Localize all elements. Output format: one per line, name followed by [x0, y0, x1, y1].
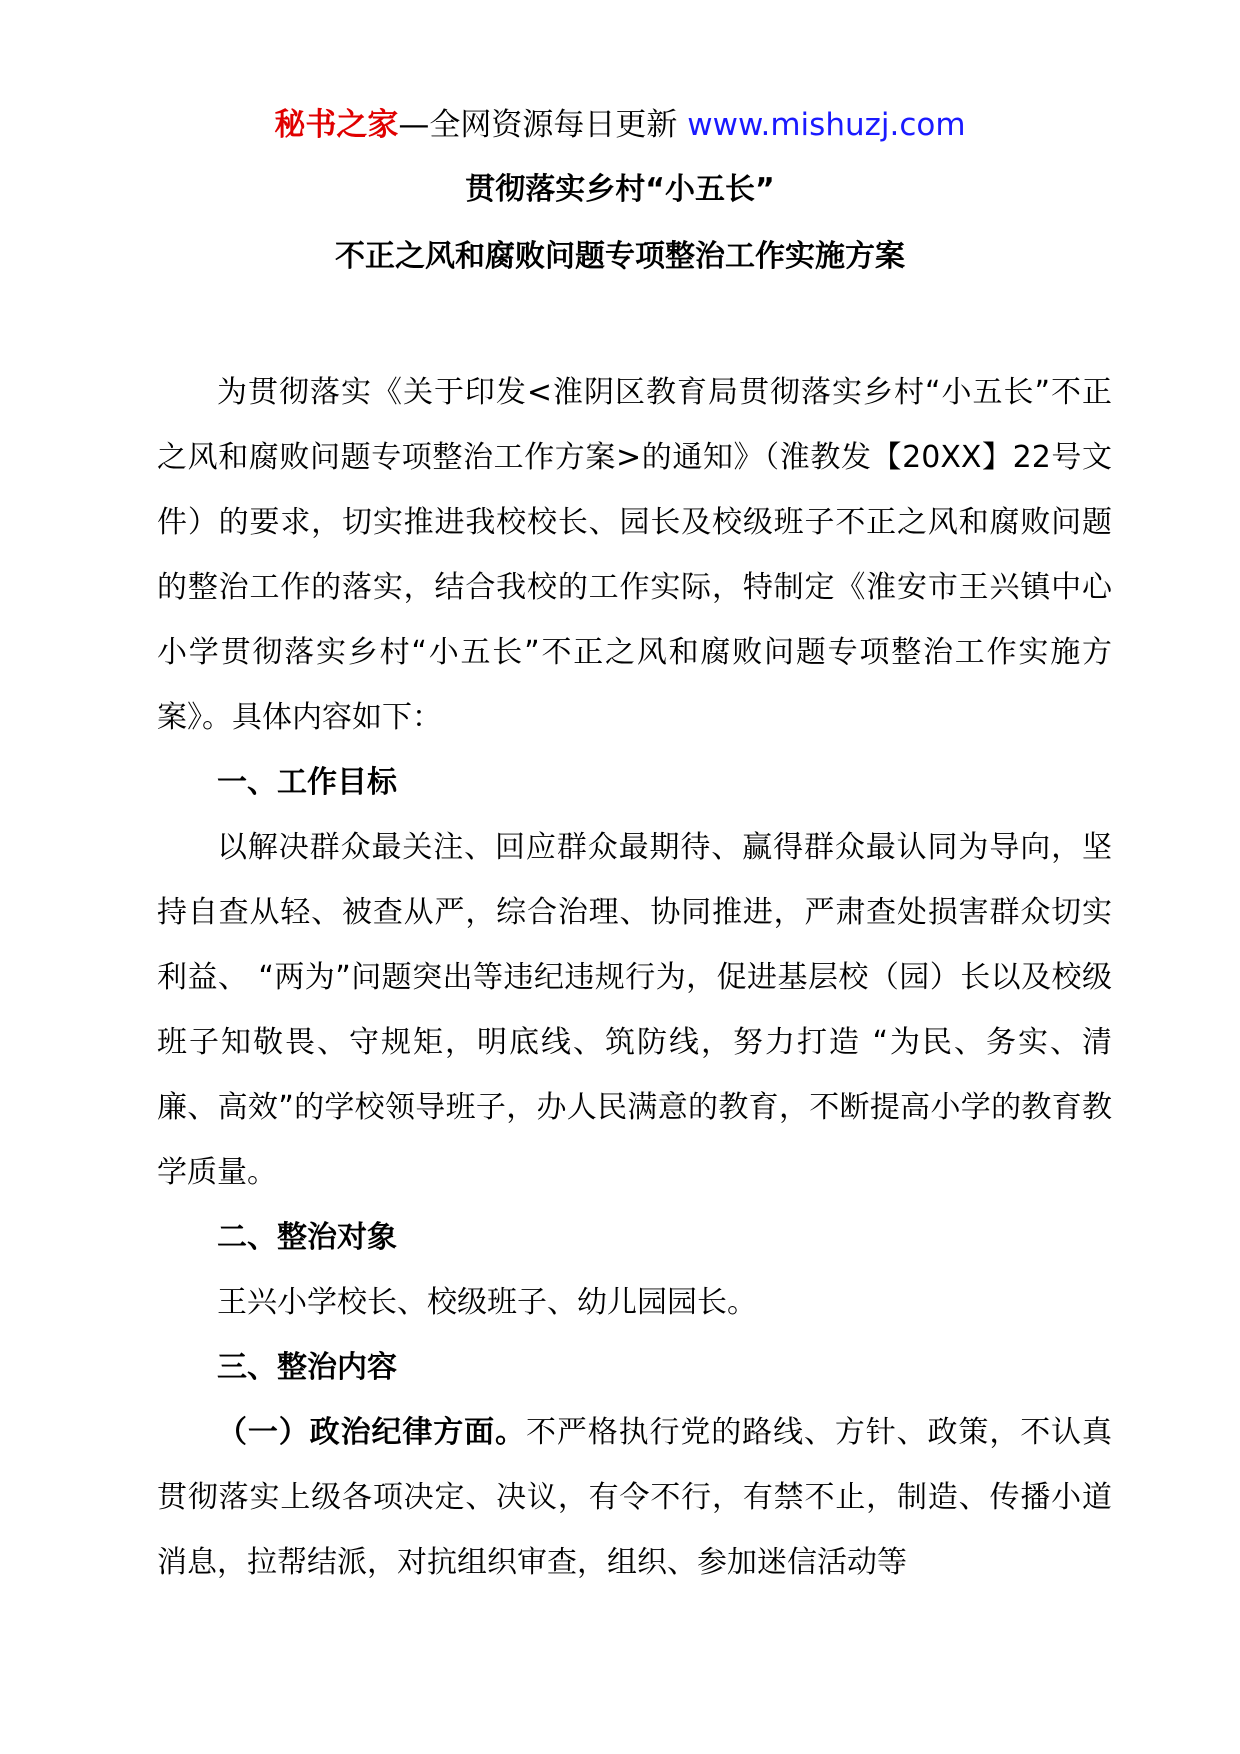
item-1-lead: （一）政治纪律方面。: [217, 1415, 526, 1450]
site-url-link[interactable]: www.mishuzj.com: [687, 107, 966, 143]
section-1-paragraph: 以解决群众最关注、回应群众最期待、赢得群众最认同为导向，坚持自查从轻、被查从严，综合治理、协同推进，严肃查处损害群众切实利益、 “两为”问题突出等违纪违规行为，促进基层校（园）长以及校级班子知敬畏、守规矩，明底线、筑防线，努力打造 “为民、务实、清廉、高效”的学校领导班子，办人民满意的教育，不断提高小学的教育教学质量。: [157, 830, 1112, 1190]
section-1-heading: 一、工作目标: [217, 765, 397, 800]
section-2-paragraph: 王兴小学校长、校级班子、幼儿园园长。: [217, 1285, 757, 1320]
intro-paragraph: 为贯彻落实《关于印发<淮阴区教育局贯彻落实乡村“小五长”不正之风和腐败问题专项整治工作方案>的通知》（淮教发【20XX】22号文件）的要求，切实推进我校校长、园长及校级班子不正之风和腐败问题的整治工作的落实，结合我校的工作实际，特制定《淮安市王兴镇中心小学贯彻落实乡村“小五长”不正之风和腐败问题专项整治工作实施方案》。具体内容如下：: [157, 375, 1112, 735]
item-1-text: 不严格执行党的路线、方针、政策，不认真贯彻落实上级各项决定、决议，有令不行，有禁不止，制造、传播小道消息，拉帮结派，对抗组织审查，组织、参加迷信活动等: [157, 1415, 1113, 1580]
site-slogan: —全网资源每日更新: [398, 107, 688, 143]
item-1-paragraph: [157, 1400, 1112, 1595]
document-body: [157, 360, 1112, 1595]
site-header: [0, 100, 1240, 150]
document-title-line-1: 贯彻落实乡村“小五长”: [465, 172, 775, 207]
document-title-line-2: 不正之风和腐败问题专项整治工作实施方案: [335, 239, 905, 274]
section-2-heading: 二、整治对象: [217, 1220, 397, 1255]
section-3-heading: 三、整治内容: [217, 1350, 397, 1385]
site-brand: 秘书之家: [274, 107, 399, 143]
